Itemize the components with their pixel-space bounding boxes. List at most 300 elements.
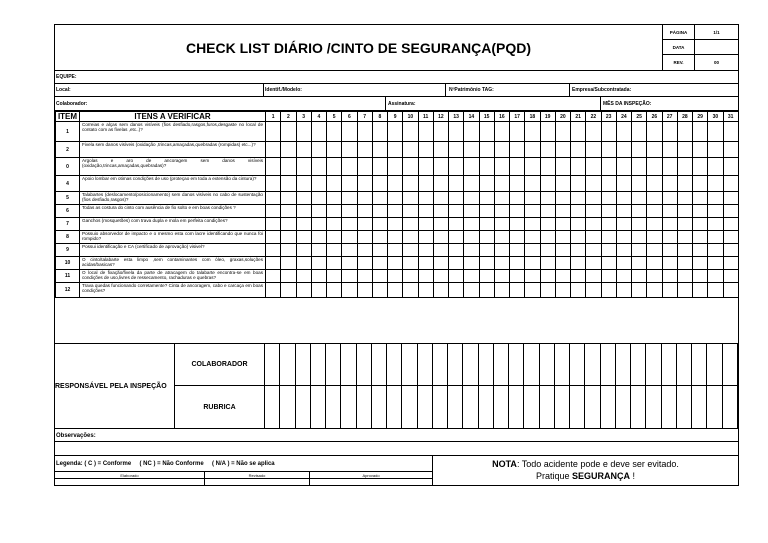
check-cell[interactable] [708,283,723,298]
colaborador-sign-cell[interactable] [357,343,372,386]
check-cell[interactable] [571,122,586,142]
check-cell[interactable] [479,176,494,192]
empresa-field[interactable] [569,84,738,97]
check-cell[interactable] [281,231,296,244]
check-cell[interactable] [494,205,509,218]
check-cell[interactable] [601,270,616,283]
check-cell[interactable] [647,257,662,270]
check-cell[interactable] [723,218,738,231]
check-cell[interactable] [449,158,464,176]
check-cell[interactable] [296,257,311,270]
check-cell[interactable] [571,205,586,218]
check-cell[interactable] [327,158,342,176]
rubrica-cell[interactable] [463,386,478,429]
check-cell[interactable] [342,176,357,192]
check-cell[interactable] [693,176,708,192]
rubrica-cell[interactable] [265,386,280,429]
check-cell[interactable] [647,176,662,192]
check-cell[interactable] [418,270,433,283]
check-cell[interactable] [540,283,555,298]
check-cell[interactable] [632,244,647,257]
check-cell[interactable] [723,257,738,270]
check-cell[interactable] [266,231,281,244]
check-cell[interactable] [525,283,540,298]
rubrica-cell[interactable] [692,386,707,429]
check-cell[interactable] [662,142,677,158]
check-cell[interactable] [540,218,555,231]
check-cell[interactable] [647,283,662,298]
check-cell[interactable] [464,192,479,205]
check-cell[interactable] [403,270,418,283]
check-cell[interactable] [342,122,357,142]
check-cell[interactable] [464,218,479,231]
check-cell[interactable] [281,158,296,176]
check-cell[interactable] [525,192,540,205]
check-cell[interactable] [433,176,448,192]
elaborado-field[interactable] [55,479,205,485]
check-cell[interactable] [403,192,418,205]
check-cell[interactable] [662,205,677,218]
check-cell[interactable] [418,142,433,158]
check-cell[interactable] [433,231,448,244]
check-cell[interactable] [693,270,708,283]
equipe-row[interactable] [55,71,738,84]
check-cell[interactable] [479,270,494,283]
check-cell[interactable] [464,176,479,192]
rubrica-cell[interactable] [723,386,738,429]
colaborador-sign-cell[interactable] [494,343,509,386]
check-cell[interactable] [433,158,448,176]
aprovado-field[interactable] [310,479,432,485]
check-cell[interactable] [571,257,586,270]
check-cell[interactable] [449,205,464,218]
check-cell[interactable] [540,257,555,270]
check-cell[interactable] [632,205,647,218]
check-cell[interactable] [494,270,509,283]
check-cell[interactable] [632,257,647,270]
check-cell[interactable] [632,283,647,298]
check-cell[interactable] [342,283,357,298]
check-cell[interactable] [281,205,296,218]
rubrica-cell[interactable] [570,386,585,429]
check-cell[interactable] [479,122,494,142]
rubrica-cell[interactable] [646,386,661,429]
colaborador-sign-cell[interactable] [311,343,326,386]
check-cell[interactable] [479,192,494,205]
check-cell[interactable] [296,218,311,231]
rubrica-cell[interactable] [280,386,295,429]
check-cell[interactable] [632,158,647,176]
colaborador-sign-cell[interactable] [585,343,600,386]
check-cell[interactable] [540,231,555,244]
check-cell[interactable] [449,257,464,270]
check-cell[interactable] [616,218,631,231]
check-cell[interactable] [494,142,509,158]
rubrica-cell[interactable] [387,386,402,429]
check-cell[interactable] [677,283,692,298]
rubrica-cell[interactable] [509,386,524,429]
check-cell[interactable] [494,218,509,231]
colaborador-sign-cell[interactable] [448,343,463,386]
check-cell[interactable] [723,192,738,205]
check-cell[interactable] [281,283,296,298]
check-cell[interactable] [555,192,570,205]
colaborador-sign-cell[interactable] [707,343,722,386]
colaborador-sign-cell[interactable] [479,343,494,386]
check-cell[interactable] [647,270,662,283]
check-cell[interactable] [723,270,738,283]
check-cell[interactable] [525,257,540,270]
check-cell[interactable] [494,176,509,192]
check-cell[interactable] [555,158,570,176]
check-cell[interactable] [632,142,647,158]
check-cell[interactable] [586,176,601,192]
check-cell[interactable] [586,158,601,176]
check-cell[interactable] [418,244,433,257]
check-cell[interactable] [342,218,357,231]
check-cell[interactable] [418,205,433,218]
check-cell[interactable] [662,270,677,283]
check-cell[interactable] [311,244,326,257]
check-cell[interactable] [464,257,479,270]
check-cell[interactable] [525,244,540,257]
check-cell[interactable] [372,142,387,158]
rubrica-cell[interactable] [433,386,448,429]
check-cell[interactable] [677,122,692,142]
check-cell[interactable] [555,176,570,192]
check-cell[interactable] [342,205,357,218]
check-cell[interactable] [418,231,433,244]
check-cell[interactable] [403,158,418,176]
check-cell[interactable] [510,283,525,298]
check-cell[interactable] [342,270,357,283]
check-cell[interactable] [266,122,281,142]
check-cell[interactable] [601,122,616,142]
check-cell[interactable] [296,142,311,158]
check-cell[interactable] [311,192,326,205]
check-cell[interactable] [662,257,677,270]
check-cell[interactable] [677,244,692,257]
check-cell[interactable] [281,122,296,142]
check-cell[interactable] [677,205,692,218]
check-cell[interactable] [586,122,601,142]
check-cell[interactable] [479,158,494,176]
check-cell[interactable] [266,158,281,176]
check-cell[interactable] [693,122,708,142]
check-cell[interactable] [357,142,372,158]
check-cell[interactable] [723,205,738,218]
check-cell[interactable] [449,142,464,158]
check-cell[interactable] [571,231,586,244]
mes-field[interactable] [600,97,738,111]
colaborador-sign-cell[interactable] [296,343,311,386]
check-cell[interactable] [433,142,448,158]
check-cell[interactable] [555,122,570,142]
check-cell[interactable] [449,192,464,205]
identif-field[interactable] [263,84,443,97]
check-cell[interactable] [525,142,540,158]
check-cell[interactable] [372,244,387,257]
check-cell[interactable] [555,257,570,270]
rubrica-cell[interactable] [601,386,616,429]
check-cell[interactable] [403,244,418,257]
check-cell[interactable] [555,283,570,298]
rubrica-cell[interactable] [540,386,555,429]
check-cell[interactable] [372,192,387,205]
check-cell[interactable] [601,257,616,270]
check-cell[interactable] [693,257,708,270]
check-cell[interactable] [525,122,540,142]
check-cell[interactable] [525,205,540,218]
patrimonio-field[interactable] [445,84,569,97]
check-cell[interactable] [464,283,479,298]
check-cell[interactable] [586,257,601,270]
check-cell[interactable] [388,192,403,205]
check-cell[interactable] [464,231,479,244]
check-cell[interactable] [449,176,464,192]
check-cell[interactable] [357,122,372,142]
check-cell[interactable] [311,176,326,192]
check-cell[interactable] [266,192,281,205]
check-cell[interactable] [723,231,738,244]
check-cell[interactable] [327,205,342,218]
check-cell[interactable] [662,244,677,257]
check-cell[interactable] [708,244,723,257]
check-cell[interactable] [433,218,448,231]
check-cell[interactable] [555,231,570,244]
check-cell[interactable] [677,218,692,231]
check-cell[interactable] [708,158,723,176]
check-cell[interactable] [403,283,418,298]
check-cell[interactable] [525,270,540,283]
check-cell[interactable] [281,270,296,283]
check-cell[interactable] [571,192,586,205]
check-cell[interactable] [372,257,387,270]
check-cell[interactable] [510,122,525,142]
check-cell[interactable] [510,257,525,270]
check-cell[interactable] [372,218,387,231]
check-cell[interactable] [464,270,479,283]
check-cell[interactable] [296,158,311,176]
check-cell[interactable] [571,244,586,257]
check-cell[interactable] [327,142,342,158]
check-cell[interactable] [372,176,387,192]
check-cell[interactable] [327,218,342,231]
rubrica-cell[interactable] [311,386,326,429]
check-cell[interactable] [647,231,662,244]
rubrica-cell[interactable] [341,386,356,429]
colaborador-sign-cell[interactable] [372,343,387,386]
check-cell[interactable] [479,257,494,270]
check-cell[interactable] [708,142,723,158]
check-cell[interactable] [693,283,708,298]
check-cell[interactable] [296,205,311,218]
check-cell[interactable] [677,257,692,270]
check-cell[interactable] [266,257,281,270]
check-cell[interactable] [296,176,311,192]
check-cell[interactable] [723,158,738,176]
check-cell[interactable] [647,218,662,231]
check-cell[interactable] [388,283,403,298]
check-cell[interactable] [296,122,311,142]
check-cell[interactable] [647,158,662,176]
check-cell[interactable] [494,192,509,205]
check-cell[interactable] [311,283,326,298]
check-cell[interactable] [708,257,723,270]
check-cell[interactable] [601,283,616,298]
check-cell[interactable] [662,218,677,231]
check-cell[interactable] [479,283,494,298]
check-cell[interactable] [311,270,326,283]
check-cell[interactable] [632,218,647,231]
check-cell[interactable] [327,244,342,257]
check-cell[interactable] [296,244,311,257]
rubrica-cell[interactable] [631,386,646,429]
check-cell[interactable] [418,283,433,298]
check-cell[interactable] [647,205,662,218]
check-cell[interactable] [357,192,372,205]
check-cell[interactable] [342,257,357,270]
check-cell[interactable] [281,257,296,270]
check-cell[interactable] [372,231,387,244]
check-cell[interactable] [388,122,403,142]
check-cell[interactable] [693,205,708,218]
check-cell[interactable] [510,158,525,176]
rubrica-cell[interactable] [402,386,417,429]
check-cell[interactable] [464,122,479,142]
check-cell[interactable] [601,231,616,244]
check-cell[interactable] [555,205,570,218]
check-cell[interactable] [510,244,525,257]
check-cell[interactable] [372,270,387,283]
check-cell[interactable] [342,231,357,244]
check-cell[interactable] [540,270,555,283]
check-cell[interactable] [510,205,525,218]
check-cell[interactable] [388,218,403,231]
check-cell[interactable] [723,283,738,298]
check-cell[interactable] [525,158,540,176]
check-cell[interactable] [403,218,418,231]
check-cell[interactable] [571,142,586,158]
check-cell[interactable] [510,192,525,205]
check-cell[interactable] [296,231,311,244]
check-cell[interactable] [616,158,631,176]
check-cell[interactable] [510,218,525,231]
check-cell[interactable] [449,122,464,142]
check-cell[interactable] [357,244,372,257]
check-cell[interactable] [357,176,372,192]
colaborador-sign-cell[interactable] [326,343,341,386]
check-cell[interactable] [662,283,677,298]
check-cell[interactable] [266,176,281,192]
colaborador-sign-cell[interactable] [265,343,280,386]
check-cell[interactable] [449,231,464,244]
colaborador-sign-cell[interactable] [280,343,295,386]
check-cell[interactable] [586,283,601,298]
check-cell[interactable] [327,122,342,142]
check-cell[interactable] [327,231,342,244]
check-cell[interactable] [540,122,555,142]
check-cell[interactable] [708,205,723,218]
check-cell[interactable] [586,270,601,283]
rubrica-cell[interactable] [585,386,600,429]
colaborador-sign-cell[interactable] [402,343,417,386]
check-cell[interactable] [708,122,723,142]
check-cell[interactable] [342,142,357,158]
check-cell[interactable] [327,176,342,192]
check-cell[interactable] [433,205,448,218]
check-cell[interactable] [555,218,570,231]
check-cell[interactable] [388,244,403,257]
rubrica-cell[interactable] [677,386,692,429]
check-cell[interactable] [616,205,631,218]
check-cell[interactable] [494,231,509,244]
check-cell[interactable] [632,176,647,192]
colaborador-sign-cell[interactable] [631,343,646,386]
check-cell[interactable] [510,142,525,158]
check-cell[interactable] [388,158,403,176]
check-cell[interactable] [510,176,525,192]
check-cell[interactable] [388,176,403,192]
check-cell[interactable] [388,270,403,283]
check-cell[interactable] [693,192,708,205]
check-cell[interactable] [479,244,494,257]
check-cell[interactable] [403,122,418,142]
check-cell[interactable] [357,257,372,270]
check-cell[interactable] [693,218,708,231]
check-cell[interactable] [372,205,387,218]
rubrica-cell[interactable] [707,386,722,429]
check-cell[interactable] [418,192,433,205]
check-cell[interactable] [632,192,647,205]
colaborador-sign-cell[interactable] [555,343,570,386]
check-cell[interactable] [464,142,479,158]
check-cell[interactable] [357,270,372,283]
check-cell[interactable] [266,218,281,231]
check-cell[interactable] [677,192,692,205]
check-cell[interactable] [479,205,494,218]
check-cell[interactable] [327,192,342,205]
check-cell[interactable] [266,270,281,283]
check-cell[interactable] [525,176,540,192]
check-cell[interactable] [433,257,448,270]
check-cell[interactable] [494,122,509,142]
check-cell[interactable] [616,231,631,244]
check-cell[interactable] [708,218,723,231]
rubrica-cell[interactable] [479,386,494,429]
check-cell[interactable] [388,257,403,270]
check-cell[interactable] [586,218,601,231]
check-cell[interactable] [677,270,692,283]
check-cell[interactable] [479,231,494,244]
check-cell[interactable] [372,122,387,142]
check-cell[interactable] [601,192,616,205]
check-cell[interactable] [647,122,662,142]
rubrica-cell[interactable] [524,386,539,429]
check-cell[interactable] [632,231,647,244]
check-cell[interactable] [433,244,448,257]
check-cell[interactable] [616,257,631,270]
check-cell[interactable] [540,158,555,176]
colaborador-sign-cell[interactable] [433,343,448,386]
rubrica-cell[interactable] [326,386,341,429]
check-cell[interactable] [479,218,494,231]
check-cell[interactable] [494,283,509,298]
rubrica-cell[interactable] [296,386,311,429]
check-cell[interactable] [555,244,570,257]
check-cell[interactable] [464,244,479,257]
rubrica-cell[interactable] [372,386,387,429]
